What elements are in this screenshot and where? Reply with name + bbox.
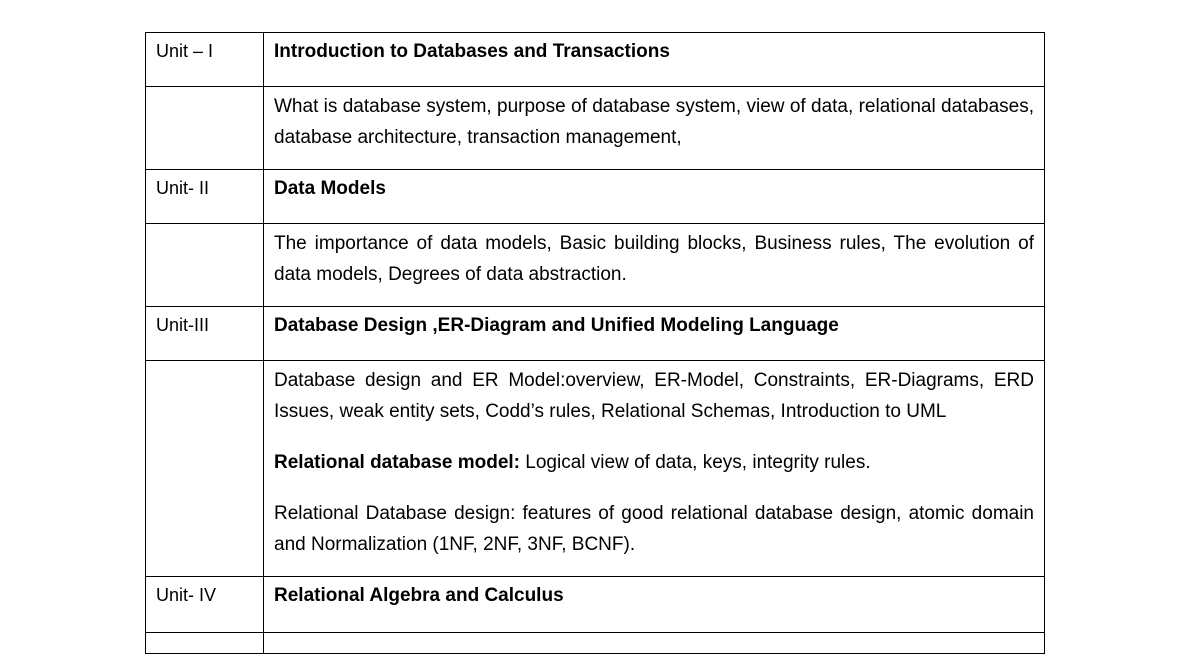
description-paragraph: The importance of data models, Basic building blocks, Business rules, The evolution of data models, Degrees of data abstraction. <box>274 233 1034 285</box>
bold-lead-text: Relational database model: <box>274 452 521 473</box>
unit-title-row <box>146 170 1045 224</box>
unit-description-row <box>146 224 1045 307</box>
unit-title-row <box>146 307 1045 361</box>
unit-label: Unit – I <box>146 33 264 87</box>
description-paragraph: Relational Database design: features of good relational database design, atomic domain and Normalization (1NF, 2NF, 3NF, BCNF). <box>274 503 1034 555</box>
unit-label-empty-cell <box>146 633 264 654</box>
unit-description <box>264 224 1045 307</box>
unit-title: Data Models <box>264 170 1045 224</box>
unit-title-row <box>146 577 1045 633</box>
unit-description <box>264 87 1045 170</box>
unit-description-row <box>146 361 1045 577</box>
unit-description <box>264 361 1045 577</box>
unit-label-empty-cell <box>146 224 264 307</box>
unit-label: Unit-III <box>146 307 264 361</box>
unit-description-row <box>146 87 1045 170</box>
unit-title-row <box>146 33 1045 87</box>
description-paragraph-bold-lead <box>274 447 1034 478</box>
unit-title: Relational Algebra and Calculus <box>264 577 1045 633</box>
unit-title: Introduction to Databases and Transactions <box>264 33 1045 87</box>
syllabus-table <box>145 32 1045 654</box>
description-paragraph: What is database system, purpose of database system, view of data, relational databases, database architecture, transaction management, <box>274 96 1034 148</box>
unit-description-row <box>146 633 1045 654</box>
unit-label-empty-cell <box>146 87 264 170</box>
unit-description <box>264 633 1045 654</box>
lead-rest-text: Logical view of data, keys, integrity rules. <box>520 452 871 473</box>
unit-label: Unit- II <box>146 170 264 224</box>
unit-label-empty-cell <box>146 361 264 577</box>
description-paragraph: Database design and ER Model:overview, ER-Model, Constraints, ER-Diagrams, ERD Issues, weak entity sets, Codd’s rules, Relational Schemas, Introduction to UML <box>274 370 1034 422</box>
unit-label: Unit- IV <box>146 577 264 633</box>
unit-title: Database Design ,ER-Diagram and Unified Modeling Language <box>264 307 1045 361</box>
